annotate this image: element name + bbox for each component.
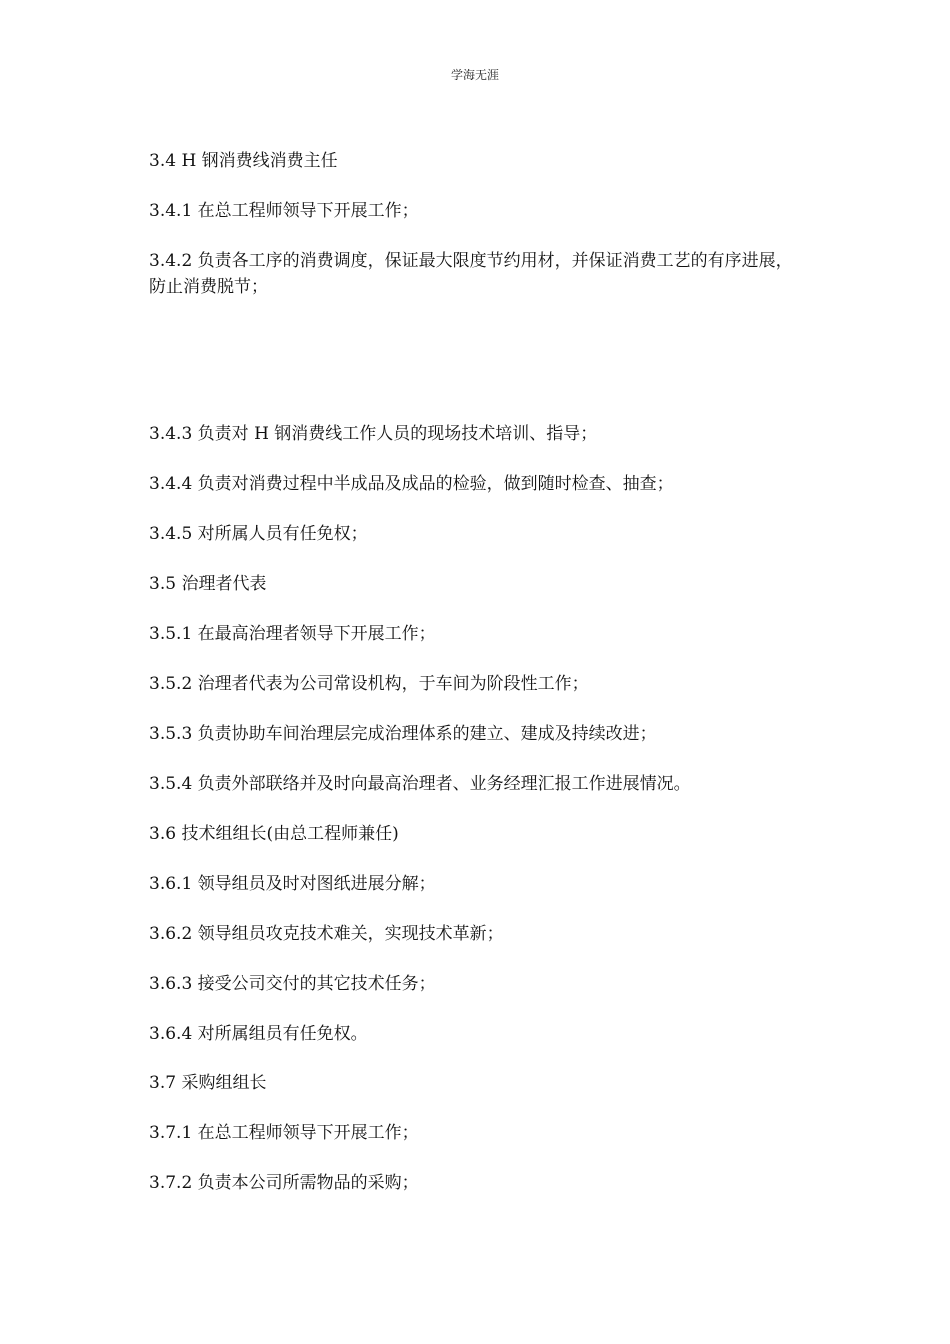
- paragraph: 3.5.4 负责外部联络并及时向最高治理者、业务经理汇报工作进展情况。: [149, 774, 691, 794]
- paragraph: 3.4.2 负责各工序的消费调度，保证最大限度节约用材，并保证消费工艺的有序进展，防止消费脱节；: [149, 251, 793, 297]
- paragraph: 3.4.3 负责对 H 钢消费线工作人员的现场技术培训、指导；: [149, 424, 598, 444]
- paragraph: 3.7.1 在总工程师领导下开展工作；: [149, 1123, 419, 1143]
- paragraph: 3.6.1 领导组员及时对图纸进展分解；: [149, 874, 436, 894]
- section-heading: 3.7 采购组组长: [149, 1073, 267, 1093]
- paragraph: 3.6.2 领导组员攻克技术难关，实现技术革新；: [149, 924, 504, 944]
- paragraph: 3.5.3 负责协助车间治理层完成治理体系的建立、建成及持续改进；: [149, 724, 657, 744]
- paragraph: 3.4.1 在总工程师领导下开展工作；: [149, 201, 419, 221]
- section-heading: 3.5 治理者代表: [149, 574, 267, 594]
- paragraph: 3.4.4 负责对消费过程中半成品及成品的检验，做到随时检查、抽查；: [149, 474, 674, 494]
- section-heading: 3.6 技术组组长(由总工程师兼任): [149, 824, 399, 844]
- paragraph: 3.6.4 对所属组员有任免权。: [149, 1024, 368, 1044]
- paragraph: 3.7.2 负责本公司所需物品的采购；: [149, 1173, 419, 1193]
- paragraph: 3.5.1 在最高治理者领导下开展工作；: [149, 624, 436, 644]
- page-header: 学海无涯: [450, 68, 499, 82]
- section-heading: 3.4 H 钢消费线消费主任: [149, 151, 338, 171]
- paragraph: 3.5.2 治理者代表为公司常设机构，于车间为阶段性工作；: [149, 674, 589, 694]
- paragraph: 3.6.3 接受公司交付的其它技术任务；: [149, 974, 436, 994]
- paragraph: 3.4.5 对所属人员有任免权；: [149, 524, 368, 544]
